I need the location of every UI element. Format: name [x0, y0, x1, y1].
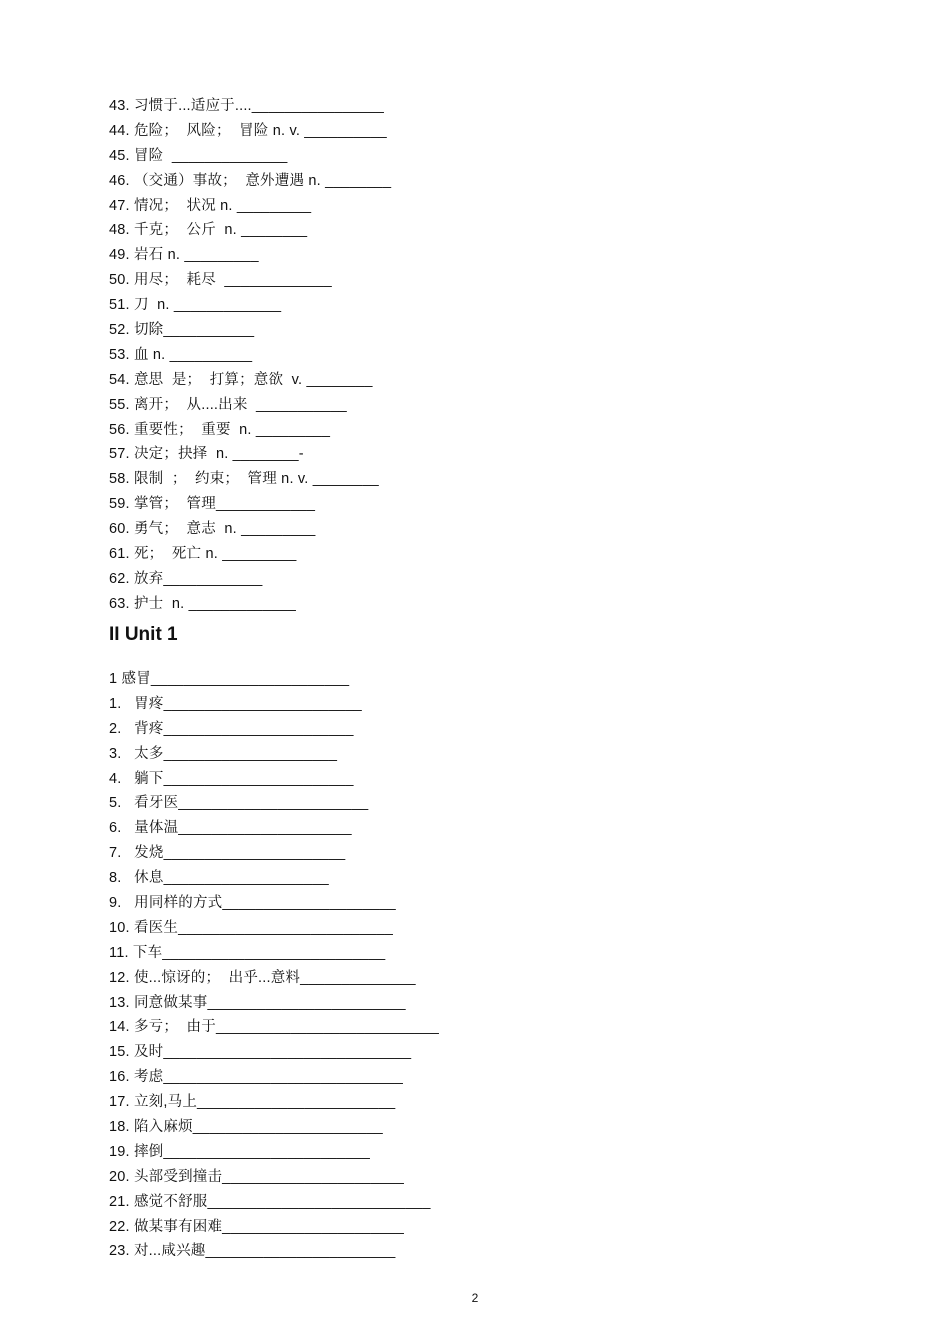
list-item: 9. 用同样的方式_____________________ — [109, 895, 396, 912]
list-item: 10. 看医生__________________________ — [109, 919, 393, 936]
list-item: 13. 同意做某事________________________ — [109, 994, 406, 1011]
list-item: 5. 看牙医_______________________ — [109, 795, 369, 812]
list-item: 50. 用尽； 耗尽 _____________ — [109, 272, 332, 289]
list-item: 62. 放弃____________ — [109, 570, 263, 587]
list-item: 23. 对...咸兴趣_______________________ — [109, 1243, 396, 1260]
list-item: 17. 立刻,马上________________________ — [109, 1094, 396, 1111]
list-item: 48. 千克； 公斤 n. ________ — [109, 222, 308, 239]
list-item: 2. 背疼_______________________ — [109, 720, 354, 737]
list-item: 52. 切除___________ — [109, 322, 255, 339]
list-item: 1. 胃疼________________________ — [109, 695, 362, 712]
list-item: 4. 躺下_______________________ — [109, 770, 354, 787]
list-item: 46. （交通）事故； 意外遭遇 n. ________ — [109, 172, 392, 189]
list-item: 44. 危险； 风险； 冒险 n. v. __________ — [109, 122, 387, 139]
list-item: 54. 意思 是； 打算；意欲 v. ________ — [109, 371, 373, 388]
list-item: 6. 量体温_____________________ — [109, 820, 352, 837]
list-item: 56. 重要性； 重要 n. _________ — [109, 421, 331, 438]
list-item: 15. 及时______________________________ — [109, 1044, 412, 1061]
list-item: 47. 情况； 状况 n. _________ — [109, 197, 312, 214]
list-item: 59. 掌管； 管理____________ — [109, 496, 316, 513]
list-item: 8. 休息____________________ — [109, 870, 329, 887]
list-item: 49. 岩石 n. _________ — [109, 247, 259, 264]
list-item: 12. 使...惊讶的； 出乎...意料______________ — [109, 969, 416, 986]
page-number: 2 — [471, 1291, 479, 1305]
list-item: 53. 血 n. __________ — [109, 346, 253, 363]
list-item: 11. 下车___________________________ — [109, 944, 386, 961]
vocabulary-list — [109, 94, 829, 617]
list-item: 14. 多亏； 由于___________________________ — [109, 1019, 440, 1036]
list-item: 63. 护士 n. _____________ — [109, 595, 296, 612]
list-item: 18. 陷入麻烦_______________________ — [109, 1119, 383, 1136]
list-item: 16. 考虑_____________________________ — [109, 1069, 404, 1086]
list-item: 19. 摔倒_________________________ — [109, 1143, 370, 1160]
list-item: 22. 做某事有困难______________________ — [109, 1218, 404, 1235]
list-item: 51. 刀 n. _____________ — [109, 297, 282, 314]
list-item: 7. 发烧______________________ — [109, 845, 346, 862]
list-item: 61. 死； 死亡 n. _________ — [109, 546, 297, 563]
list-item: 21. 感觉不舒服___________________________ — [109, 1193, 431, 1210]
list-item: 57. 决定；抉择 n. ________- — [109, 446, 304, 463]
unit1-phrase-list — [109, 667, 829, 1264]
list-item: 45. 冒险 ______________ — [109, 147, 288, 164]
list-item: 60. 勇气； 意志 n. _________ — [109, 521, 316, 538]
list-item: 43. 习惯于...适应于....________________ — [109, 98, 385, 114]
section-heading: II Unit 1 — [109, 624, 178, 645]
list-item: 58. 限制 ； 约束； 管理 n. v. ________ — [109, 471, 379, 488]
list-item: 55. 离开； 从....出来 ___________ — [109, 396, 347, 413]
list-item: 20. 头部受到撞击______________________ — [109, 1168, 404, 1185]
list-item: 3. 太多_____________________ — [109, 745, 338, 762]
list-item: 1 感冒________________________ — [109, 671, 350, 687]
